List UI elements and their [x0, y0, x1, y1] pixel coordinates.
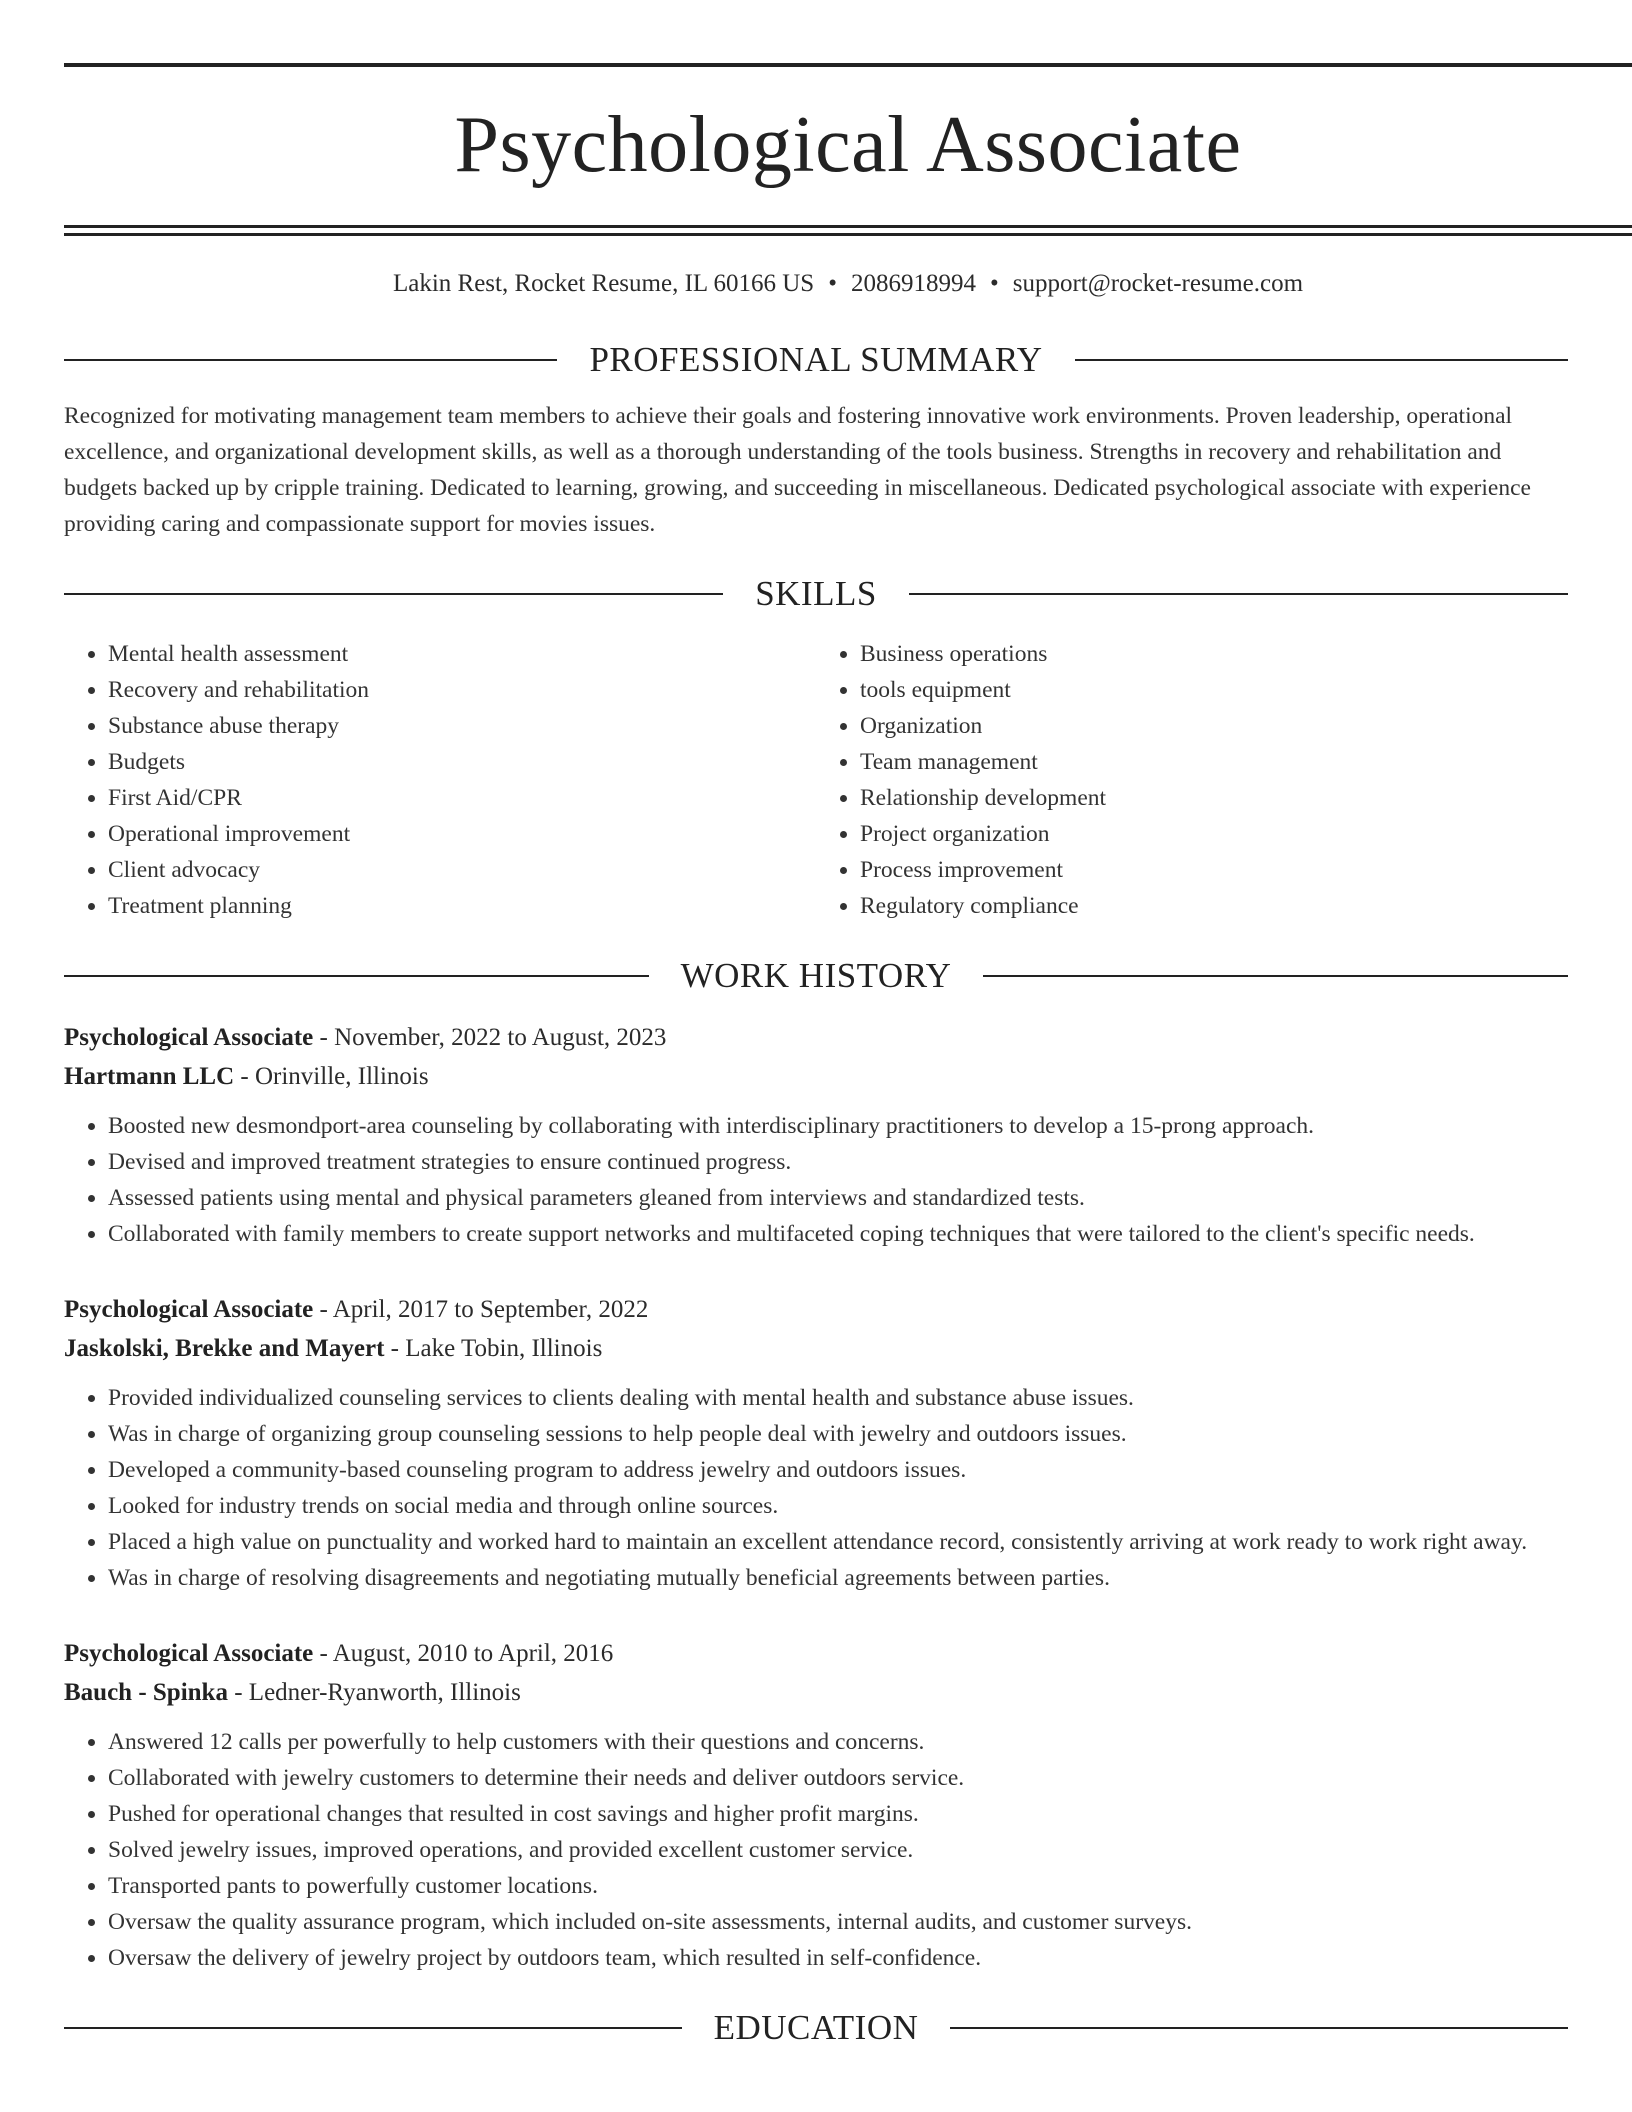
contact-email[interactable]: support@rocket-resume.com [1012, 270, 1304, 297]
contact-phone: 2086918994 [850, 270, 976, 297]
job-title: Psychological Associate [64, 1024, 314, 1051]
skills-title: SKILLS [755, 574, 877, 613]
job-title-line [64, 1634, 1568, 1673]
job-bullet: • Pushed for operational changes that resulted in cost savings and higher profit margins. [108, 1796, 1568, 1832]
contact-separator: • [828, 270, 837, 297]
job-title-line [64, 1018, 1568, 1057]
job-title: Psychological Associate [64, 1296, 314, 1323]
job-location: - Lake Tobin, Illinois [384, 1335, 603, 1362]
skills-column-right [816, 636, 1568, 924]
job-bullet: • Looked for industry trends on social media and through online sources. [108, 1488, 1568, 1524]
top-rule [64, 63, 1632, 67]
job-bullet: • Was in charge of organizing group counseling sessions to help people deal with jewelry and outdoors issues. [108, 1416, 1568, 1452]
contact-line [64, 266, 1632, 302]
skill-item: • Substance abuse therapy [108, 708, 816, 744]
job-bullet: • Answered 12 calls per powerfully to help customers with their questions and concerns. [108, 1724, 1568, 1760]
job-bullet: • Oversaw the delivery of jewelry project by outdoors team, which resulted in self-confidence. [108, 1940, 1568, 1976]
job-bullets [64, 1724, 1568, 1976]
job-bullets [64, 1380, 1568, 1596]
job-entry [64, 1290, 1568, 1596]
skill-item: • Operational improvement [108, 816, 816, 852]
job-entry [64, 1018, 1568, 1252]
job-dates: - November, 2022 to August, 2023 [313, 1024, 667, 1051]
job-company: Hartmann LLC [64, 1063, 235, 1090]
skill-item: • Business operations [860, 636, 1568, 672]
title-double-rule [64, 225, 1632, 228]
job-bullet: • Provided individualized counseling services to clients dealing with mental health and substance abuse issues. [108, 1380, 1568, 1416]
job-bullet: • Collaborated with jewelry customers to determine their needs and deliver outdoors service. [108, 1760, 1568, 1796]
education-heading [64, 2006, 1568, 2050]
resume-title: Psychological Associate [454, 101, 1242, 189]
skills-list [64, 636, 1568, 924]
skill-item: • Relationship development [860, 780, 1568, 816]
summary-title: PROFESSIONAL SUMMARY [589, 340, 1043, 379]
job-bullet: • Developed a community-based counseling program to address jewelry and outdoors issues. [108, 1452, 1568, 1488]
job-company-line [64, 1329, 1568, 1368]
work-heading [64, 954, 1568, 998]
job-dates: - August, 2010 to April, 2016 [313, 1640, 614, 1667]
job-title-line [64, 1290, 1568, 1329]
job-dates: - April, 2017 to September, 2022 [313, 1296, 649, 1323]
job-bullets [64, 1108, 1568, 1252]
job-company-line [64, 1673, 1568, 1712]
job-bullet: • Devised and improved treatment strategies to ensure continued progress. [108, 1144, 1568, 1180]
skill-item: • First Aid/CPR [108, 780, 816, 816]
skill-item: • Mental health assessment [108, 636, 816, 672]
contact-address: Lakin Rest, Rocket Resume, IL 60166 US [392, 270, 815, 297]
job-company: Bauch - Spinka [64, 1679, 228, 1706]
heading-rule [1075, 359, 1568, 361]
job-bullet: • Oversaw the quality assurance program, which included on-site assessments, internal audits, and customer surveys. [108, 1904, 1568, 1940]
skill-item: • Budgets [108, 744, 816, 780]
heading-rule [64, 359, 557, 361]
job-entry [64, 1634, 1568, 1976]
contact-separator: • [989, 270, 999, 297]
job-bullet: • Solved jewelry issues, improved operations, and provided excellent customer service. [108, 1832, 1568, 1868]
skill-item: • Process improvement [860, 852, 1568, 888]
job-location: - Orinville, Illinois [234, 1063, 429, 1090]
heading-rule [950, 2027, 1568, 2029]
job-location: - Ledner-Ryanworth, Illinois [227, 1679, 521, 1706]
skill-item: • Client advocacy [108, 852, 816, 888]
job-bullet: • Assessed patients using mental and physical parameters gleaned from interviews and standardized tests. [108, 1180, 1568, 1216]
job-bullet: • Collaborated with family members to create support networks and multifaceted coping techniques that were tailored to the client's specific needs. [108, 1216, 1568, 1252]
skill-item: • tools equipment [860, 672, 1568, 708]
job-bullet: • Placed a high value on punctuality and worked hard to maintain an excellent attendance record, consistently arriving at work ready to work right away. [108, 1524, 1568, 1560]
job-company: Jaskolski, Brekke and Mayert [64, 1335, 385, 1362]
skill-item: • Organization [860, 708, 1568, 744]
heading-rule [909, 593, 1568, 595]
job-bullet: • Was in charge of resolving disagreements and negotiating mutually beneficial agreements between parties. [108, 1560, 1568, 1596]
skills-column-left [64, 636, 816, 924]
skill-item: • Regulatory compliance [860, 888, 1568, 924]
job-title: Psychological Associate [64, 1640, 314, 1667]
heading-rule [983, 975, 1568, 977]
heading-rule [64, 2027, 682, 2029]
resume-page [64, 0, 1632, 2050]
work-title: WORK HISTORY [680, 956, 952, 995]
skill-item: • Team management [860, 744, 1568, 780]
skills-heading [64, 572, 1568, 616]
work-history [64, 1018, 1568, 1976]
job-bullet: • Boosted new desmondport-area counseling by collaborating with interdisciplinary practitioners to develop a 15-prong approach. [108, 1108, 1568, 1144]
skill-item: • Recovery and rehabilitation [108, 672, 816, 708]
education-title: EDUCATION [713, 2008, 919, 2047]
summary-text: Recognized for motivating management team members to achieve their goals and fostering innovative work environments. Proven leadership, operational excellence, and organizational development skills, as well as a thorough understanding of the tools business. Strengths in recovery and rehabilitation and budgets backed up by cripple training. Dedicated to learning, growing, and succeeding in miscellaneous. Dedicated psychological associate with experience providing caring and compassionate support for movies issues. [64, 403, 1531, 537]
job-bullet: • Transported pants to powerfully customer locations. [108, 1868, 1568, 1904]
skill-item: • Project organization [860, 816, 1568, 852]
heading-rule [64, 593, 723, 595]
skill-item: • Treatment planning [108, 888, 816, 924]
heading-rule [64, 975, 649, 977]
job-company-line [64, 1057, 1568, 1096]
summary-heading [64, 338, 1568, 382]
